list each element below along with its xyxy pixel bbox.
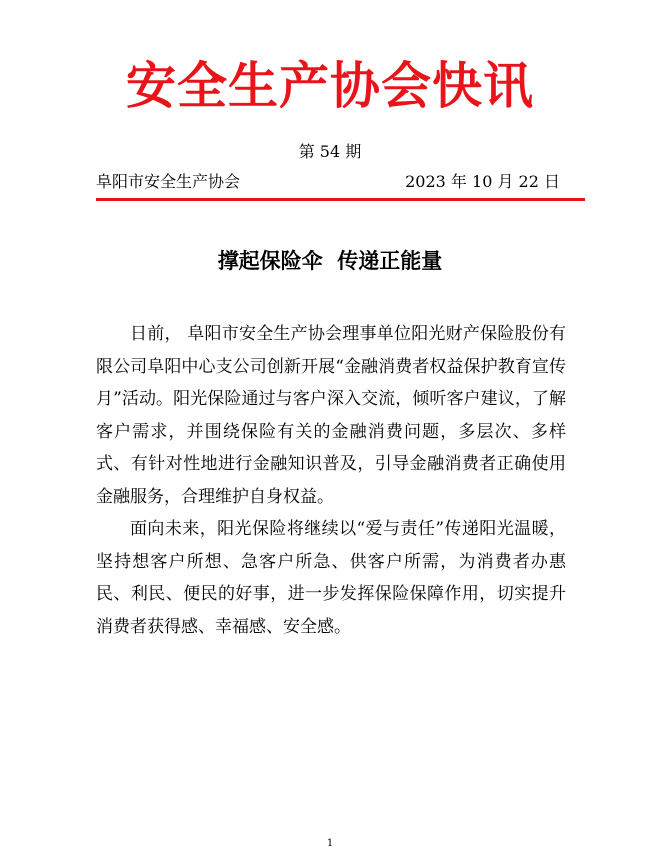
red-divider xyxy=(96,198,585,201)
article-paragraph-1: 日前， 阜阳市安全生产协会理事单位阳光财产保险股份有限公司阜阳中心支公司创新开展“金融消费者权益保护教育宣传月”活动。阳光保险通过与客户深入交流，倾听客户建议，了解客户需求，并围绕保险有关的金融消费问题，多层次、多样式、有针对性地进行金融知识普及，引导金融消费者正确使用金融服务，合理维护自身权益。 xyxy=(96,324,566,507)
masthead-title: 安全生产协会快讯 xyxy=(126,57,534,115)
article-body xyxy=(96,318,566,643)
page-number: 1 xyxy=(326,838,334,849)
article-headline: 撑起保险伞 传递正能量 xyxy=(217,249,443,273)
issue-date: 2023 年 10 月 22 日 xyxy=(405,172,560,191)
issue-number: 第 54 期 xyxy=(298,142,362,161)
organization-name: 阜阳市安全生产协会 xyxy=(96,172,241,191)
article-paragraph-2: 面向未来，阳光保险将继续以“爱与责任”传递阳光温暖，坚持想客户所想、急客户所急、供客户所需，为消费者办惠民、利民、便民的好事，进一步发挥保险保障作用，切实提升消费者获得感、幸福感、安全感。 xyxy=(96,519,566,637)
meta-row xyxy=(96,171,560,193)
